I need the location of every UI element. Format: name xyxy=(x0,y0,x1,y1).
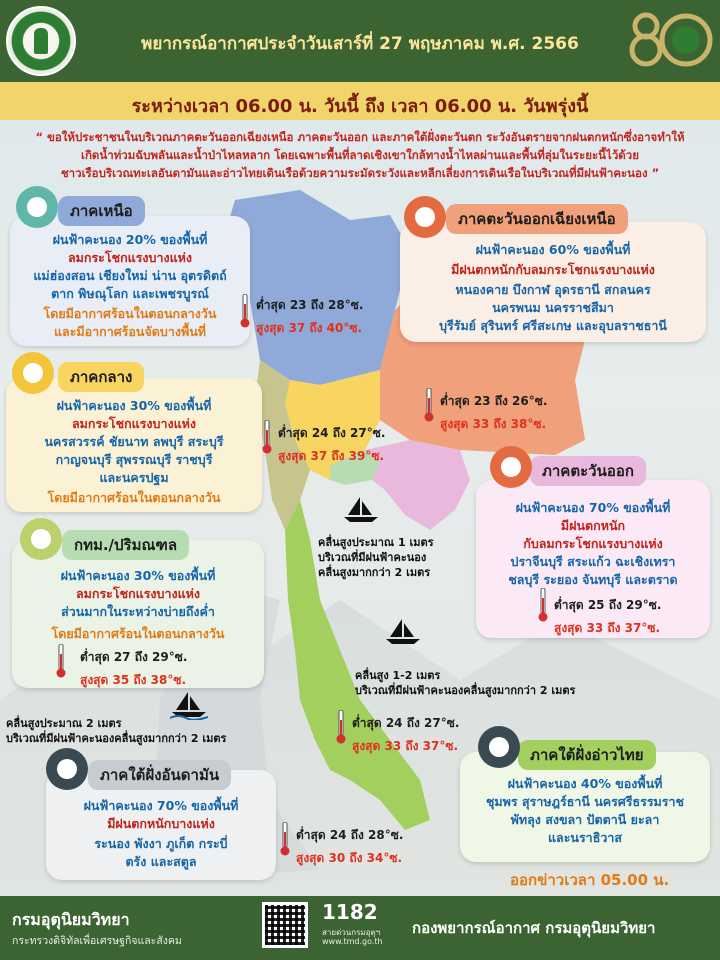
temp-high: สูงสุด 33 ถึง 37°ซ. xyxy=(352,739,459,753)
south-andaman-line: ระนอง พังงา ภูเก็ต กระบี่ xyxy=(94,836,228,851)
north-title: ภาคเหนือ xyxy=(58,196,145,226)
north-line: และมีอากาศร้อนจัดบางพื้นที่ xyxy=(53,324,206,339)
sea-lower-gulf xyxy=(355,668,575,698)
temp-high: สูงสุด 30 ถึง 34°ซ. xyxy=(296,851,403,865)
northeast-line: ฝนฟ้าคะนอง 60% ของพื้นที่ xyxy=(475,242,631,257)
east-temp xyxy=(554,596,661,638)
temp-low: ต่ำสุด 27 ถึง 29°ซ. xyxy=(80,650,188,664)
east-line: มีฝนตกหนัก xyxy=(560,518,626,533)
northeast-line: บุรีรัมย์ สุรินทร์ ศรีสะเกษ และอุบลราชธานี xyxy=(439,318,667,333)
thermometer-icon xyxy=(240,294,250,328)
northeast-temp xyxy=(440,392,547,434)
location-pin-icon xyxy=(12,352,54,394)
temp-low: ต่ำสุด 23 ถึง 28°ซ. xyxy=(256,298,364,312)
south-andaman-line: มีฝนตกหนักบางแห่ง xyxy=(107,816,215,831)
north-card xyxy=(10,216,250,346)
thermometer-icon xyxy=(424,388,434,422)
temp-high: สูงสุด 35 ถึง 38°ซ. xyxy=(80,673,187,687)
warning-line: “ ขอให้ประชาชนในบริเวณภาคตะวันออกเฉียงเหนือ ภาคตะวันออก และภาคใต้ฝั่งตะวันตก ระวังอันตรายจากฝนตกหนักซึ่งอาจทำให้ xyxy=(35,130,685,144)
sea-line: บริเวณที่มีฝนฟ้าคะนองคลื่นสูงมากกว่า 2 เมตร xyxy=(355,684,576,697)
north-line: ตาก พิษณุโลก และเพชรบูรณ์ xyxy=(51,286,209,301)
bangkok-line: ส่วนมากในระหว่างบ่ายถึงค่ำ xyxy=(61,604,215,619)
central-line: โดยมีอากาศร้อนในตอนกลางวัน xyxy=(47,490,221,505)
south-gulf-line: ชุมพร สุราษฎร์ธานี นครศรีธรรมราช xyxy=(485,794,685,809)
bangkok-line: ลมกระโชกแรงบางแห่ง xyxy=(76,586,200,601)
website-link[interactable]: www.tmd.go.th xyxy=(322,937,383,946)
central-temp xyxy=(278,424,385,466)
page-title: พยากรณ์อากาศประจำวันเสาร์ที่ 27 พฤษภาคม พ.ศ. 2566 xyxy=(141,34,579,54)
thermometer-icon xyxy=(538,588,548,622)
sea-line: บริเวณที่มีฝนฟ้าคะนอง xyxy=(318,551,427,564)
east-line: ปราจีนบุรี สระแก้ว ฉะเชิงเทรา xyxy=(510,554,676,569)
north-line: ฝนฟ้าคะนอง 20% ของพื้นที่ xyxy=(52,232,208,247)
anniversary-80-logo xyxy=(624,8,714,74)
location-pin-icon xyxy=(490,446,532,488)
north-line: โดยมีอากาศร้อนในตอนกลางวัน xyxy=(43,306,217,321)
central-line: และนครปฐม xyxy=(99,470,169,485)
warning-notice xyxy=(20,128,700,182)
temp-low: ต่ำสุด 23 ถึง 26°ซ. xyxy=(440,394,548,408)
hotline-number: 1182 xyxy=(322,900,378,924)
location-pin-icon xyxy=(478,726,520,768)
thermometer-icon xyxy=(56,644,66,678)
central-line: ฝนฟ้าคะนอง 30% ของพื้นที่ xyxy=(56,398,212,413)
south-andaman-temp xyxy=(296,826,403,868)
central-card xyxy=(6,378,262,512)
sea-upper-gulf xyxy=(318,535,434,580)
warning-line: เกิดน้ำท่วมฉับพลันและน้ำป่าไหลหลาก โดยเฉพาะพื้นที่ลาดเชิงเขาใกล้ทางน้ำไหลผ่านและพื้นที่ลุ่มในระยะนี้ไว้ด้วย xyxy=(81,148,639,162)
location-pin-icon xyxy=(20,518,62,560)
east-line: ฝนฟ้าคะนอง 70% ของพื้นที่ xyxy=(515,500,671,515)
thermometer-icon xyxy=(336,710,346,744)
temp-high: สูงสุด 33 ถึง 38°ซ. xyxy=(440,417,547,431)
thermometer-icon xyxy=(262,420,272,454)
south-andaman-line: ฝนฟ้าคะนอง 70% ของพื้นที่ xyxy=(83,798,239,813)
sea-line: บริเวณที่มีฝนฟ้าคะนองคลื่นสูงมากกว่า 2 เมตร xyxy=(6,732,227,745)
east-line: ชลบุรี ระยอง จันทบุรี และตราด xyxy=(508,572,678,587)
footer-office: กองพยากรณ์อากาศ กรมอุตุนิยมวิทยา xyxy=(412,919,656,937)
temp-high: สูงสุด 37 ถึง 40°ซ. xyxy=(256,321,363,335)
temp-low: ต่ำสุด 24 ถึง 28°ซ. xyxy=(296,828,404,842)
warning-line: ชาวเรือบริเวณทะเลอันดามันและอ่าวไทยเดินเรือด้วยความระมัดระวังและหลีกเลี่ยงการเดินเรือในบริเวณที่มีฝนฟ้าคะนอง ” xyxy=(60,166,660,180)
thermometer-icon xyxy=(280,822,290,856)
northeast-line: นครพนม นครราชสีมา xyxy=(492,300,614,315)
temp-high: สูงสุด 33 ถึง 37°ซ. xyxy=(554,621,661,635)
south-andaman-line: ตรัง และสตูล xyxy=(125,854,197,869)
central-line: ลมกระโชกแรงบางแห่ง xyxy=(72,416,196,431)
qr-code[interactable] xyxy=(262,902,308,948)
south-gulf-line: พัทลุง สงขลา ปัตตานี ยะลา xyxy=(510,812,660,827)
location-pin-icon xyxy=(16,186,58,228)
location-pin-icon xyxy=(46,748,88,790)
bangkok-line: ฝนฟ้าคะนอง 30% ของพื้นที่ xyxy=(60,568,216,583)
central-line: นครสวรรค์ ชัยนาท ลพบุรี สระบุรี xyxy=(44,434,224,449)
central-title: ภาคกลาง xyxy=(58,362,144,392)
footer-ministry: กระทรวงดิจิทัลเพื่อเศรษฐกิจและสังคม xyxy=(12,935,182,947)
sea-andaman xyxy=(6,716,226,746)
northeast-line: หนองคาย บึงกาฬ อุดรธานี สกลนคร xyxy=(455,282,651,297)
sea-line: คลื่นสูงมากกว่า 2 เมตร xyxy=(318,566,431,579)
south-gulf-title: ภาคใต้ฝั่งอ่าวไทย xyxy=(518,740,656,770)
boat-upper-gulf-icon xyxy=(342,495,380,525)
bangkok-line: โดยมีอากาศร้อนในตอนกลางวัน xyxy=(51,626,225,641)
temp-low: ต่ำสุด 24 ถึง 27°ซ. xyxy=(352,716,460,730)
north-temp xyxy=(256,296,363,338)
northeast-title: ภาคตะวันออกเฉียงเหนือ xyxy=(446,204,628,234)
northeast-line: มีฝนตกหนักกับลมกระโชกแรงบางแห่ง xyxy=(451,262,655,277)
temp-low: ต่ำสุด 24 ถึง 27°ซ. xyxy=(278,426,386,440)
footer-department: กรมอุตุนิยมวิทยา xyxy=(12,910,130,929)
time-range: ระหว่างเวลา 06.00 น. วันนี้ ถึง เวลา 06.00 น. วันพรุ่งนี้ xyxy=(131,96,589,117)
north-line: ลมกระโชกแรงบางแห่ง xyxy=(68,250,192,265)
south-gulf-temp xyxy=(352,714,459,756)
south-gulf-line: ฝนฟ้าคะนอง 40% ของพื้นที่ xyxy=(507,776,663,791)
central-line: กาญจนบุรี สุพรรณบุรี ราชบุรี xyxy=(55,452,213,467)
bangkok-title: กทม./ปริมณฑล xyxy=(62,530,189,560)
sea-line: คลื่นสูง 1-2 เมตร xyxy=(355,669,441,682)
sea-line: คลื่นสูงประมาณ 1 เมตร xyxy=(318,536,434,549)
issued-time: ออกข่าวเวลา 05.00 น. xyxy=(510,871,670,889)
location-pin-icon xyxy=(404,196,446,238)
bangkok-temp xyxy=(80,648,187,690)
boat-lower-gulf-icon xyxy=(384,617,422,647)
northeast-card xyxy=(400,222,706,342)
tmd-logo xyxy=(6,6,76,76)
east-title: ภาคตะวันออก xyxy=(530,456,646,486)
sea-line: คลื่นสูงประมาณ 2 เมตร xyxy=(6,717,122,730)
south-gulf-line: และนราธิวาส xyxy=(547,830,622,845)
temp-low: ต่ำสุด 25 ถึง 29°ซ. xyxy=(554,598,662,612)
east-line: กับลมกระโชกแรงบางแห่ง xyxy=(523,536,663,551)
temp-high: สูงสุด 37 ถึง 39°ซ. xyxy=(278,449,385,463)
south-andaman-title: ภาคใต้ฝั่งอันดามัน xyxy=(88,760,231,790)
hotline-label: สายด่วนกรมอุตุฯ xyxy=(322,928,381,937)
north-line: แม่ฮ่องสอน เชียงใหม่ น่าน อุตรดิตถ์ xyxy=(33,268,227,283)
